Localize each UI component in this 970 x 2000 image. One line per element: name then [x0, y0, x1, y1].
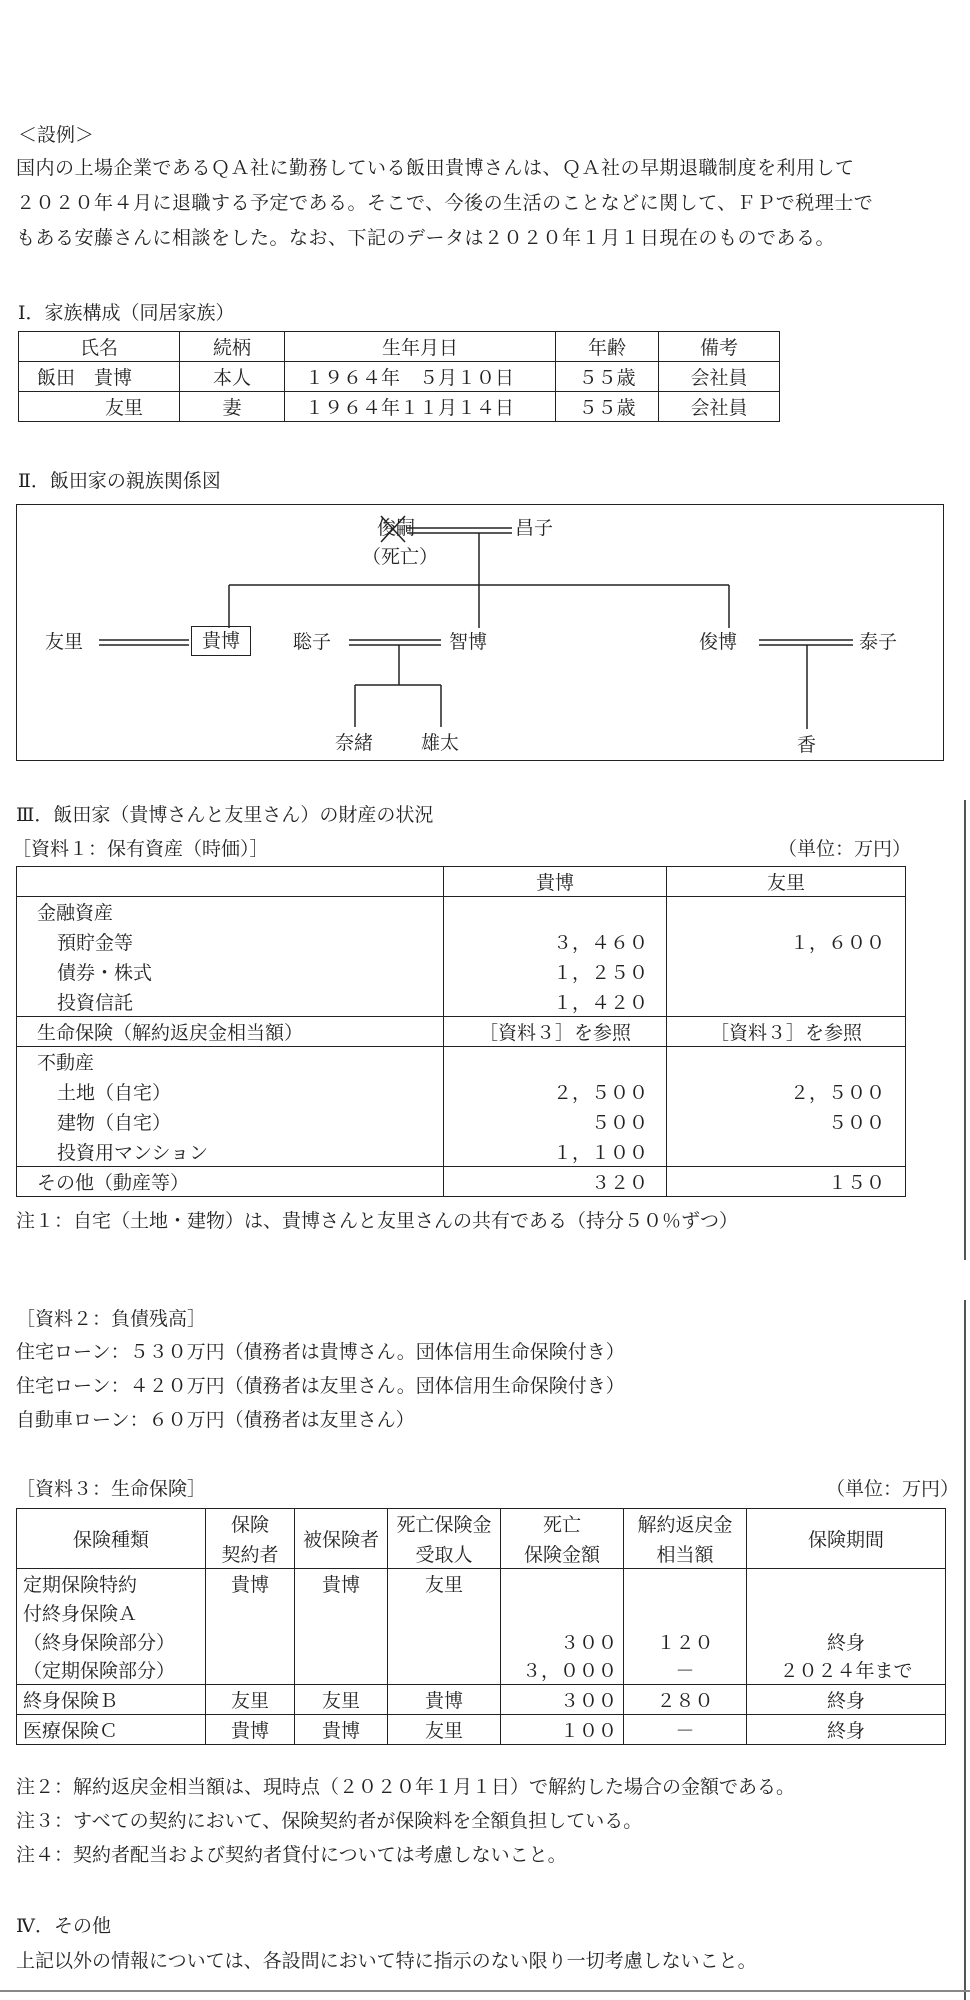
table-row: [17, 1598, 946, 1627]
ins-cell: 貴博: [206, 1569, 295, 1598]
debt-line: 自動車ローン：６０万円（債務者は友里さん）: [16, 1409, 415, 1431]
table-row: [17, 1167, 906, 1197]
ins-header-insured: 被保険者: [295, 1509, 388, 1569]
family-header: 生年月日: [285, 332, 556, 362]
ins-cell: 友里: [206, 1685, 295, 1715]
assets-value: １，２５０: [444, 957, 667, 987]
ins-cell: 貴博: [295, 1569, 388, 1598]
table-row: [17, 1077, 906, 1107]
family-cell: ５５歳: [556, 362, 659, 392]
family-cell: 会社員: [659, 392, 780, 422]
family-header: 氏名: [19, 332, 180, 362]
ins-cell: 貴博: [388, 1685, 501, 1715]
table-row: [17, 897, 906, 927]
family-cell: 妻: [180, 392, 285, 422]
ins-header-surrender-2: 相当額: [624, 1539, 747, 1569]
tree-person-toshinori: 俊嗣: [377, 517, 416, 539]
family-cell: 飯田 貴博: [19, 362, 180, 392]
assets-label: 不動産: [17, 1047, 444, 1077]
tree-person-yasuko: 泰子: [859, 631, 898, 653]
assets-heading: Ⅲ．飯田家（貴博さんと友里さん）の財産の状況: [16, 804, 434, 826]
assets-value: ２，５００: [667, 1077, 906, 1107]
ins-header-surrender: 解約返戻金: [624, 1509, 747, 1539]
table-row: [17, 1107, 906, 1137]
ins-cell: 終身: [747, 1685, 946, 1715]
tree-person-nao: 奈緒: [335, 732, 374, 754]
assets-label: その他（動産等）: [17, 1167, 444, 1197]
assets-value: ［資料３］を参照: [444, 1017, 667, 1047]
assets-value: １５０: [667, 1167, 906, 1197]
intro-line: 国内の上場企業であるＱＡ社に勤務している飯田貴博さんは、ＱＡ社の早期退職制度を利用して: [16, 157, 855, 179]
assets-label: 建物（自宅）: [17, 1107, 444, 1137]
tree-person-takahiro: 貴博: [191, 626, 251, 656]
assets-label: 金融資産: [17, 897, 444, 927]
ins-cell: 付終身保険Ａ: [17, 1598, 206, 1627]
margin-rule: [964, 800, 966, 1260]
assets-value: １，４２０: [444, 987, 667, 1017]
family-cell: 友里: [19, 392, 180, 422]
ins-cell: 貴博: [295, 1715, 388, 1745]
family-header: 備考: [659, 332, 780, 362]
family-heading: Ⅰ．家族構成（同居家族）: [18, 302, 235, 324]
ins-cell: ３，０００: [501, 1656, 624, 1685]
table-row: [17, 1137, 906, 1167]
tree-person-tomohiro: 智博: [449, 631, 488, 653]
family-tree: [16, 504, 944, 761]
family-cell: ５５歳: [556, 392, 659, 422]
ins-cell: （終身保険部分）: [17, 1627, 206, 1656]
assets-value: ５００: [444, 1107, 667, 1137]
assets-value: ３２０: [444, 1167, 667, 1197]
ins-cell: 終身: [747, 1627, 946, 1656]
ins-header-death: 死亡: [501, 1509, 624, 1539]
ins-cell: 友里: [388, 1569, 501, 1598]
table-row: [17, 1047, 906, 1077]
margin-rule: [964, 1300, 966, 2000]
table-row: [17, 1569, 946, 1598]
ins-cell: 終身: [747, 1715, 946, 1745]
intro-line: もある安藤さんに相談をした。なお、下記のデータは２０２０年１月１日現在のものである。: [16, 227, 836, 249]
insurance-unit: （単位：万円）: [826, 1478, 960, 1500]
assets-label: 投資用マンション: [17, 1137, 444, 1167]
ins-cell: －: [624, 1715, 747, 1745]
assets-value: ３，４６０: [444, 927, 667, 957]
assets-label: 投資信託: [17, 987, 444, 1017]
ins-header-type: 保険種類: [17, 1509, 206, 1569]
assets-value: ５００: [667, 1107, 906, 1137]
ins-cell: 定期保険特約: [17, 1569, 206, 1598]
family-cell: １９６４年 ５月１０日: [285, 362, 556, 392]
assets-label: 生命保険（解約返戻金相当額）: [17, 1017, 444, 1047]
table-row: [17, 1685, 946, 1715]
ins-cell: 医療保険Ｃ: [17, 1715, 206, 1745]
tree-heading: Ⅱ．飯田家の親族関係図: [18, 470, 221, 492]
assets-table: [16, 866, 906, 1197]
assets-caption: ［資料１：保有資産（時価）］: [12, 838, 269, 860]
table-row: [19, 362, 780, 392]
ins-cell: 友里: [388, 1715, 501, 1745]
ins-header-holder-2: 契約者: [206, 1539, 295, 1569]
assets-value: ［資料３］を参照: [667, 1017, 906, 1047]
table-row: [17, 987, 906, 1017]
ins-header-period: 保険期間: [747, 1509, 946, 1569]
insurance-table: [16, 1508, 946, 1745]
debt-line: 住宅ローン：５３０万円（債務者は貴博さん。団体信用生命保険付き）: [16, 1341, 625, 1363]
ins-cell: １２０: [624, 1627, 747, 1656]
assets-label: 預貯金等: [17, 927, 444, 957]
ins-cell: 友里: [295, 1685, 388, 1715]
ins-cell: １００: [501, 1715, 624, 1745]
table-row: [17, 927, 906, 957]
ins-header-holder: 保険: [206, 1509, 295, 1539]
assets-unit: （単位：万円）: [778, 838, 912, 860]
assets-col-takahiro: 貴博: [444, 867, 667, 897]
insurance-caption: ［資料３：生命保険］: [16, 1478, 207, 1500]
ins-cell: ３００: [501, 1685, 624, 1715]
ins-header-death-2: 保険金額: [501, 1539, 624, 1569]
insurance-note: 注４：契約者配当および契約者貸付については考慮しないこと。: [16, 1844, 567, 1866]
assets-value: １，１００: [444, 1137, 667, 1167]
other-heading: Ⅳ．その他: [16, 1915, 111, 1937]
ins-cell: （定期保険部分）: [17, 1656, 206, 1685]
intro-heading: ＜設例＞: [18, 124, 95, 146]
tree-person-yuri: 友里: [45, 631, 84, 653]
assets-label: 債券・株式: [17, 957, 444, 987]
table-row: [19, 392, 780, 422]
ins-cell: ２０２４年まで: [747, 1656, 946, 1685]
assets-label: 土地（自宅）: [17, 1077, 444, 1107]
family-header: 続柄: [180, 332, 285, 362]
ins-header-beneficiary: 死亡保険金: [388, 1509, 501, 1539]
ins-cell: －: [624, 1656, 747, 1685]
assets-note: 注１：自宅（土地・建物）は、貴博さんと友里さんの共有である（持分５０％ずつ）: [16, 1210, 739, 1232]
tree-deceased-label: （死亡）: [362, 546, 439, 568]
tree-person-satoko: 聡子: [293, 631, 332, 653]
table-row: [17, 1715, 946, 1745]
debts-caption: ［資料２：負債残高］: [16, 1308, 207, 1330]
ins-cell: ３００: [501, 1627, 624, 1656]
intro-line: ２０２０年４月に退職する予定である。そこで、今後の生活のことなどに関して、ＦＰで税理士で: [16, 192, 874, 214]
family-cell: 本人: [180, 362, 285, 392]
tree-person-toshihiro: 俊博: [699, 631, 738, 653]
ins-cell: 終身保険Ｂ: [17, 1685, 206, 1715]
bottom-rule: [0, 1990, 970, 1992]
assets-value: ２，５００: [444, 1077, 667, 1107]
tree-person-masako: 昌子: [515, 517, 554, 539]
tree-person-yuta: 雄太: [421, 732, 460, 754]
ins-header-beneficiary-2: 受取人: [388, 1539, 501, 1569]
table-row: [17, 957, 906, 987]
assets-col-yuri: 友里: [667, 867, 906, 897]
assets-value: １，６００: [667, 927, 906, 957]
debt-line: 住宅ローン：４２０万円（債務者は友里さん。団体信用生命保険付き）: [16, 1375, 625, 1397]
table-row: [17, 1627, 946, 1656]
family-table: [18, 331, 780, 422]
family-header: 年齢: [556, 332, 659, 362]
table-row: [17, 1017, 906, 1047]
tree-person-kaori: 香: [797, 734, 817, 756]
table-row: [17, 1656, 946, 1685]
ins-cell: ２８０: [624, 1685, 747, 1715]
other-text: 上記以外の情報については、各設問において特に指示のない限り一切考慮しないこと。: [16, 1950, 757, 1972]
insurance-note: 注２：解約返戻金相当額は、現時点（２０２０年１月１日）で解約した場合の金額である。: [16, 1776, 796, 1798]
family-cell: １９６４年１１月１４日: [285, 392, 556, 422]
insurance-note: 注３：すべての契約において、保険契約者が保険料を全額負担している。: [16, 1810, 643, 1832]
family-cell: 会社員: [659, 362, 780, 392]
ins-cell: 貴博: [206, 1715, 295, 1745]
